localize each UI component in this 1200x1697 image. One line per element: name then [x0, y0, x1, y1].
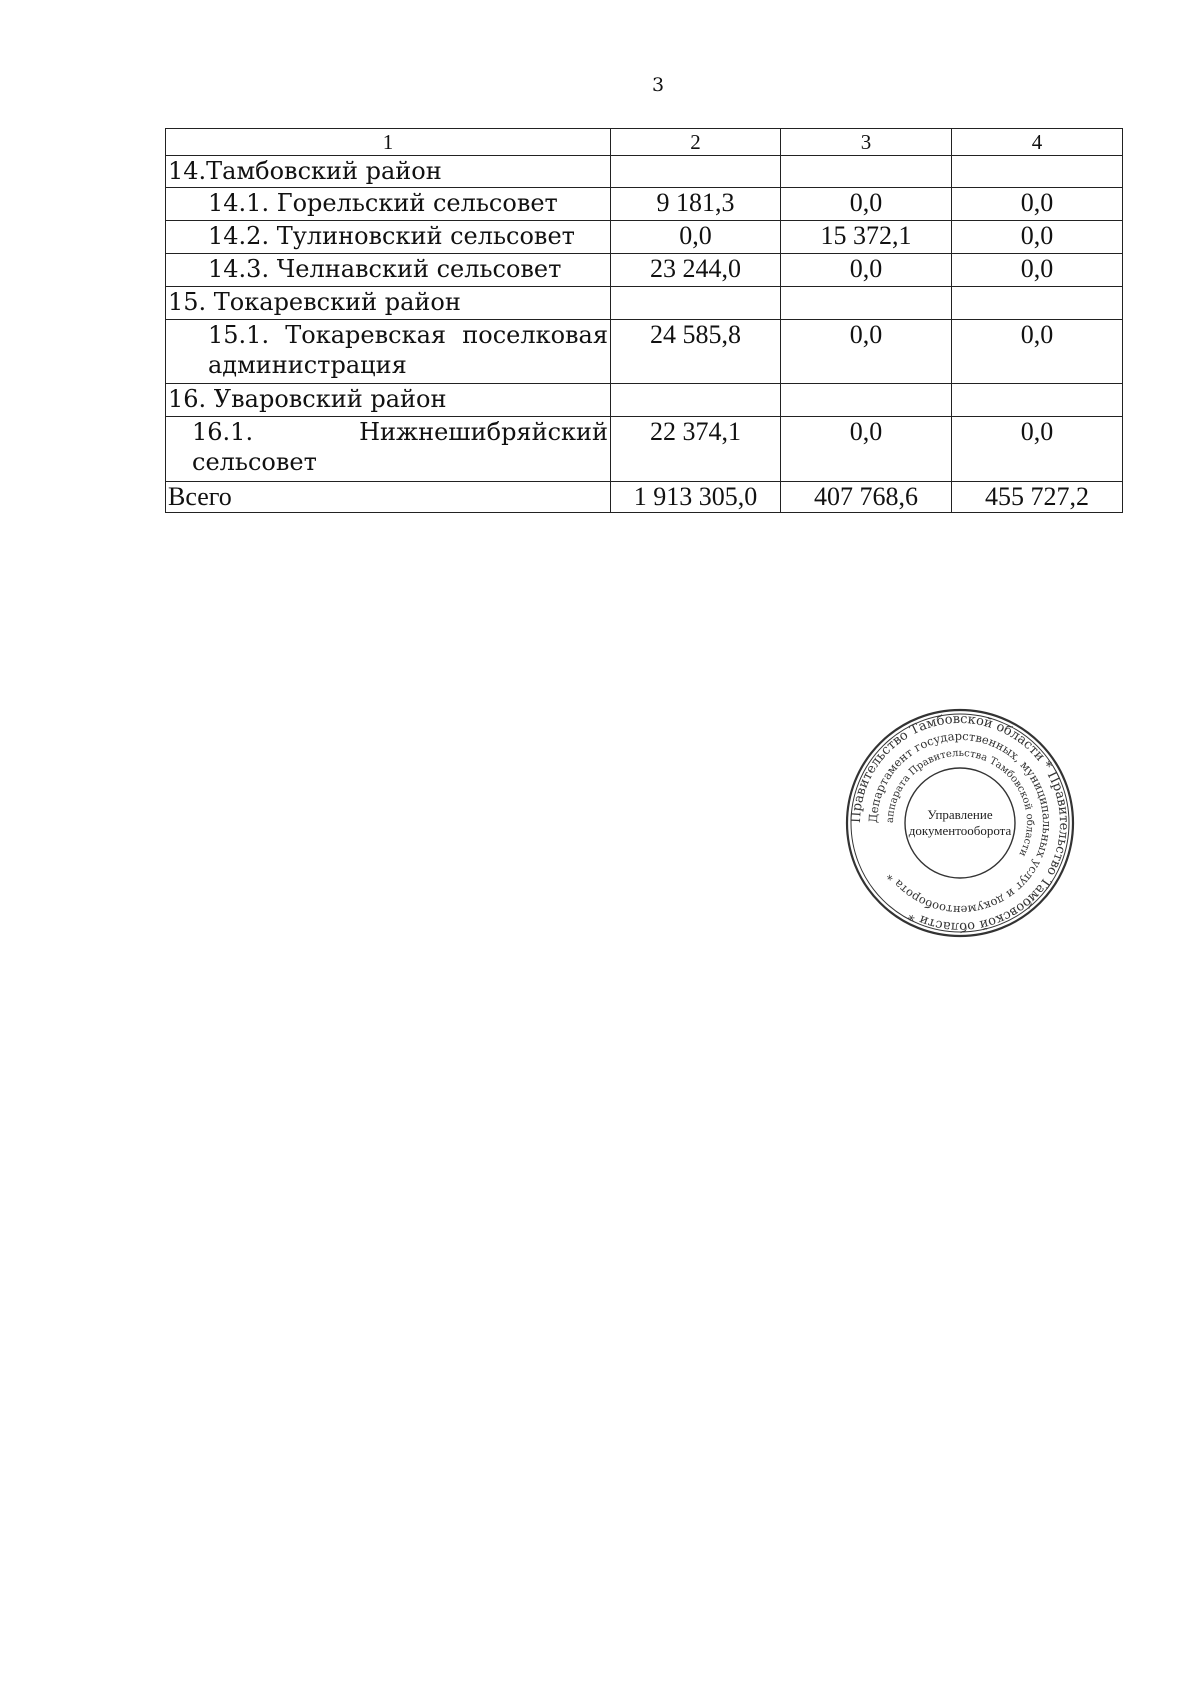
row-value-3: 0,0 [781, 188, 952, 221]
row-label: 14.Тамбовский район [166, 156, 611, 188]
row-value-3 [781, 156, 952, 188]
table-total-row [166, 482, 1123, 513]
row-value-4 [952, 384, 1123, 417]
row-value-4: 0,0 [952, 254, 1123, 287]
table-row [166, 221, 1123, 254]
total-label: Всего [166, 482, 611, 513]
total-value-3: 407 768,6 [781, 482, 952, 513]
row-value-4 [952, 156, 1123, 188]
total-value-2: 1 913 305,0 [611, 482, 781, 513]
row-value-2 [611, 384, 781, 417]
stamp-center-line-1: Управление [927, 807, 993, 822]
stamp-center-line-2: документооборота [908, 823, 1012, 838]
row-label: 16. Уваровский район [166, 384, 611, 417]
table-row [166, 188, 1123, 221]
row-value-3 [781, 287, 952, 320]
row-label: 14.3. Челнавский сельсовет [166, 254, 611, 287]
row-value-3: 0,0 [781, 320, 952, 384]
stamp-outer-text: Правительство Тамбовской области * Правительство Тамбовской области * [848, 711, 1072, 935]
total-value-4: 455 727,2 [952, 482, 1123, 513]
row-value-4: 0,0 [952, 188, 1123, 221]
header-cell-3: 3 [781, 129, 952, 156]
row-value-2 [611, 156, 781, 188]
header-cell-2: 2 [611, 129, 781, 156]
data-table [165, 128, 1123, 513]
row-value-3: 0,0 [781, 417, 952, 482]
row-value-4: 0,0 [952, 417, 1123, 482]
row-label: 15. Токаревский район [166, 287, 611, 320]
row-label: 14.2. Тулиновский сельсовет [166, 221, 611, 254]
row-label: 16.1. Нижнешибряйский сельсовет [166, 417, 611, 482]
row-value-3: 15 372,1 [781, 221, 952, 254]
row-label: 15.1. Токаревская поселковая администрация [166, 320, 611, 384]
table-row-district [166, 384, 1123, 417]
row-value-4: 0,0 [952, 221, 1123, 254]
row-value-2: 24 585,8 [611, 320, 781, 384]
row-label: 14.1. Горельский сельсовет [166, 188, 611, 221]
page-number: 3 [651, 74, 665, 96]
row-value-2: 23 244,0 [611, 254, 781, 287]
row-value-3 [781, 384, 952, 417]
stamp-middle-text: Департамент государственных, муниципальных услуг и документооборота * [865, 728, 1055, 918]
table-row-district [166, 287, 1123, 320]
official-stamp [844, 707, 1076, 939]
row-value-3: 0,0 [781, 254, 952, 287]
row-value-2 [611, 287, 781, 320]
stamp-inner-text: аппарата Правительства Тамбовской области [884, 747, 1036, 859]
row-value-2: 22 374,1 [611, 417, 781, 482]
row-value-2: 0,0 [611, 221, 781, 254]
table-row-district [166, 156, 1123, 188]
table-header-row [166, 129, 1123, 156]
table-row [166, 254, 1123, 287]
row-value-4 [952, 287, 1123, 320]
header-cell-4: 4 [952, 129, 1123, 156]
table-row [166, 417, 1123, 482]
table-row [166, 320, 1123, 384]
header-cell-1: 1 [166, 129, 611, 156]
row-value-2: 9 181,3 [611, 188, 781, 221]
row-value-4: 0,0 [952, 320, 1123, 384]
